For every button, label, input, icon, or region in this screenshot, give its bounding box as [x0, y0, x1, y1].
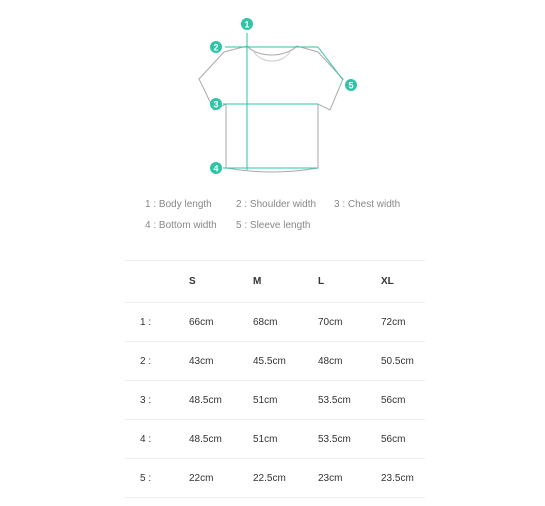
- legend-body-length: 1 : Body length: [145, 199, 212, 210]
- legend-shoulder-width: 2 : Shoulder width: [236, 199, 317, 210]
- header-blank: [125, 261, 188, 303]
- header-size-m: M: [252, 261, 317, 303]
- legend-sleeve-length: 5 : Sleeve length: [236, 220, 311, 231]
- row-label: 3 :: [125, 381, 188, 420]
- header-size-l: L: [317, 261, 380, 303]
- sleeve-length-line: [318, 47, 343, 80]
- marker-1: [241, 18, 253, 30]
- svg-text:2: 2: [213, 42, 219, 53]
- table-cell: 50.5cm: [380, 342, 425, 381]
- table-cell: 48.5cm: [188, 381, 252, 420]
- header-size-s: S: [188, 261, 252, 303]
- marker-3: [210, 98, 222, 110]
- row-label: 1 :: [125, 303, 188, 342]
- table-cell: 72cm: [380, 303, 425, 342]
- row-label: 4 :: [125, 420, 188, 459]
- table-cell: 56cm: [380, 420, 425, 459]
- table-row: [125, 420, 425, 459]
- marker-2: [210, 41, 222, 53]
- table-cell: 70cm: [317, 303, 380, 342]
- tshirt-size-diagram: [0, 0, 545, 200]
- svg-text:5: 5: [348, 80, 354, 91]
- table-cell: 23cm: [317, 459, 380, 498]
- tshirt-outline: [199, 46, 343, 172]
- table-cell: 53.5cm: [317, 381, 380, 420]
- row-label: 5 :: [125, 459, 188, 498]
- table-row: [125, 303, 425, 342]
- header-size-xl: XL: [380, 261, 425, 303]
- table-row: [125, 342, 425, 381]
- size-chart-table: [125, 260, 425, 498]
- table-row: [125, 459, 425, 498]
- table-cell: 51cm: [252, 381, 317, 420]
- table-cell: 45.5cm: [252, 342, 317, 381]
- table-cell: 53.5cm: [317, 420, 380, 459]
- table-cell: 48.5cm: [188, 420, 252, 459]
- svg-text:4: 4: [213, 163, 219, 174]
- marker-5: [345, 79, 357, 91]
- table-cell: 43cm: [188, 342, 252, 381]
- table-cell: 68cm: [252, 303, 317, 342]
- table-cell: 48cm: [317, 342, 380, 381]
- table-cell: 23.5cm: [380, 459, 425, 498]
- marker-4: [210, 162, 222, 174]
- table-row: [125, 381, 425, 420]
- table-cell: 22cm: [188, 459, 252, 498]
- table-header-row: [125, 261, 425, 303]
- table-cell: 22.5cm: [252, 459, 317, 498]
- table-cell: 66cm: [188, 303, 252, 342]
- svg-text:3: 3: [213, 99, 219, 110]
- svg-text:1: 1: [244, 19, 250, 30]
- table-cell: 56cm: [380, 381, 425, 420]
- legend-bottom-width: 4 : Bottom width: [145, 220, 217, 231]
- row-label: 2 :: [125, 342, 188, 381]
- table-cell: 51cm: [252, 420, 317, 459]
- legend-chest-width: 3 : Chest width: [334, 199, 401, 210]
